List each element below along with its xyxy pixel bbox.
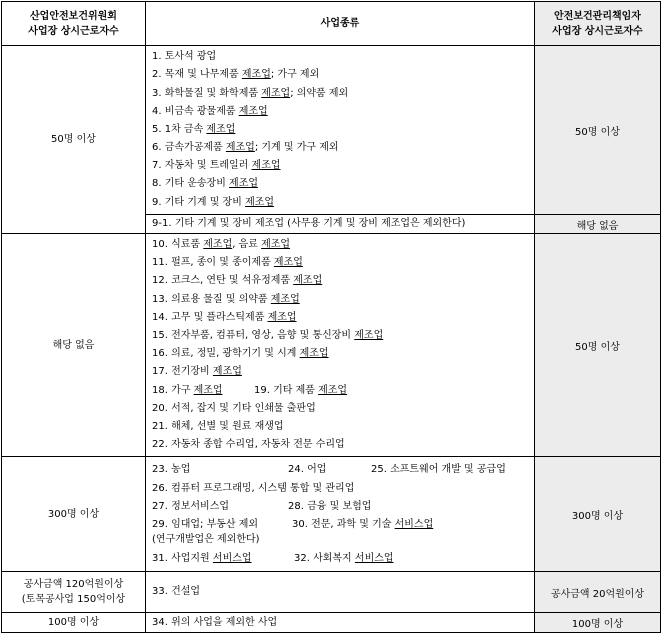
business-list — [146, 457, 535, 572]
table-row — [2, 613, 661, 633]
list-item: 7. 자동차 및 트레일러 제조업 — [152, 160, 281, 172]
committee-cell: 300명 이상 — [2, 457, 146, 572]
header-committee-line1: 산업안전보건위원회 — [30, 10, 117, 22]
business-list — [146, 613, 535, 633]
header-row — [2, 2, 661, 46]
list-item: 22. 자동차 종합 수리업, 자동차 전문 수리업 — [152, 439, 345, 451]
header-manager — [535, 2, 661, 46]
list-item: 13. 의료용 물질 및 의약품 제조업 — [152, 293, 300, 305]
list-item: 4. 비금속 광물제품 제조업 — [152, 105, 268, 117]
list-item: 6. 금속가공제품 제조업; 기계 및 가구 제외 — [152, 142, 339, 154]
list-item: 17. 전기장비 제조업 — [152, 366, 242, 378]
list-item: 16. 의료, 정밀, 광학기기 및 시계 제조업 — [152, 348, 329, 360]
business-list — [146, 46, 535, 215]
list-item: 5. 1차 금속 제조업 — [152, 123, 236, 135]
list-item: 20. 서적, 잡지 및 기타 인쇄물 출판업 — [152, 402, 316, 414]
list-item: 23. 농업 24. 어업 25. 소프트웨어 개발 및 공급업 — [152, 464, 506, 476]
header-manager-line1: 안전보건관리책임자 — [554, 10, 641, 22]
manager-cell: 50명 이상 — [535, 46, 661, 215]
business-list — [146, 572, 535, 613]
list-item: 8. 기타 운송장비 제조업 — [152, 178, 259, 190]
industry-table — [1, 1, 661, 633]
header-business-type: 사업종류 — [146, 2, 535, 46]
table-row — [2, 234, 661, 457]
business-list — [146, 215, 535, 234]
list-item: 14. 고무 및 플라스틱제품 제조업 — [152, 311, 297, 323]
committee-line2: (토목공사업 150억이상 — [21, 594, 126, 606]
list-item: 11. 펄프, 종이 및 종이제품 제조업 — [152, 257, 303, 269]
list-item: 29. 임대업; 부동산 제외 30. 전문, 과학 및 기술 서비스업 — [152, 519, 434, 531]
list-item: 9-1. 기타 기계 및 장비 제조업 (사무용 기계 및 장비 제조업은 제외한다) — [152, 218, 466, 229]
committee-cell: 해당 없음 — [2, 234, 146, 457]
list-item: 9. 기타 기계 및 장비 제조업 — [152, 196, 275, 208]
business-list — [146, 234, 535, 457]
list-item: 27. 정보서비스업 28. 금융 및 보험업 — [152, 501, 372, 513]
committee-cell — [2, 572, 146, 613]
list-item: (연구개발업은 제외한다) — [152, 534, 260, 546]
committee-line1: 공사금액 120억원이상 — [23, 579, 124, 591]
list-item: 15. 전자부품, 컴퓨터, 영상, 음향 및 통신장비 제조업 — [152, 330, 384, 341]
list-item: 10. 식료품 제조업, 음료 제조업 — [152, 239, 291, 251]
list-item: 2. 목재 및 나무제품 제조업; 가구 제외 — [152, 69, 320, 81]
list-item: 26. 컴퓨터 프로그래밍, 시스템 통합 및 관리업 — [152, 483, 355, 495]
header-manager-line2: 사업장 상시근로자수 — [552, 25, 643, 37]
table-row — [2, 46, 661, 215]
manager-cell: 300명 이상 — [535, 457, 661, 572]
list-item: 31. 사업지원 서비스업 32. 사회복지 서비스업 — [152, 553, 394, 565]
list-item: 21. 해체, 선별 및 원료 재생업 — [152, 420, 284, 432]
list-item: 12. 코크스, 연탄 및 석유정제품 제조업 — [152, 275, 323, 287]
list-item: 33. 건설업 — [152, 586, 201, 598]
committee-cell: 100명 이상 — [2, 613, 146, 633]
table-row — [2, 457, 661, 572]
header-committee-line2: 사업장 상시근로자수 — [28, 25, 119, 37]
list-item: 18. 가구 제조업 19. 기타 제품 제조업 — [152, 384, 348, 396]
committee-cell: 50명 이상 — [2, 46, 146, 234]
list-item: 34. 위의 사업을 제외한 사업 — [152, 616, 278, 628]
manager-cell: 해당 없음 — [535, 215, 661, 234]
list-item: 1. 토사석 광업 — [152, 51, 217, 63]
list-item: 3. 화학물질 및 화학제품 제조업; 의약품 제외 — [152, 87, 349, 99]
manager-cell: 100명 이상 — [535, 613, 661, 633]
manager-cell: 공사금액 20억원이상 — [535, 572, 661, 613]
manager-cell: 50명 이상 — [535, 234, 661, 457]
table-row — [2, 572, 661, 613]
header-committee — [2, 2, 146, 46]
